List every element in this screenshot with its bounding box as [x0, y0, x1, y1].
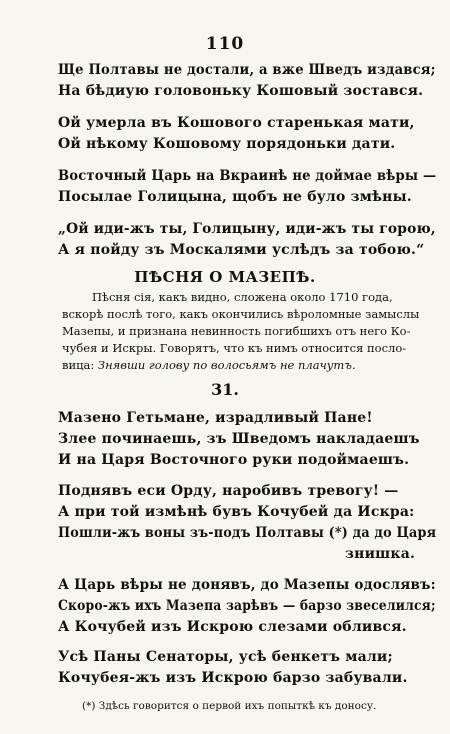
verse-line: А я пойду зъ Москалями услѣдъ за тобою.“: [58, 242, 425, 258]
song-number: 31.: [211, 380, 239, 399]
prose-line: вскорѣ послѣ того, какъ окончились вѣроломные замыслы: [62, 307, 420, 321]
verse-line: На бѣдиую головоньку Кошовый зостався.: [58, 83, 424, 99]
verse-line: „Ой иди-жъ ты, Голицыну, иди-жъ ты горою,: [58, 221, 436, 237]
verse-line: Посылае Голицына, щобъ не було змѣны.: [58, 189, 412, 205]
prose-line: [62, 358, 356, 372]
footnote: (*) Здѣсь говорится о первой ихъ попыткѣ къ доносу.: [82, 700, 377, 712]
verse-line: А Кочубей изъ Искрою слезами облився.: [58, 619, 407, 635]
verse-line: Мазено Гетьмане, израдливый Пане!: [58, 410, 373, 426]
verse-line: Кочубея-жъ изъ Искрою барзо забували.: [58, 670, 408, 686]
verse-line: Ой нѣкому Кошовому порядоньки дати.: [58, 136, 396, 152]
page-number: 110: [205, 34, 245, 54]
verse-line: А при той измѣнѣ бувъ Кочубей да Искра:: [58, 504, 415, 520]
proverb-text: Знявши голову по волосьямъ не плачутъ.: [97, 358, 356, 372]
verse-line: И на Царя Восточного руки подоймаешъ.: [58, 452, 410, 468]
verse-line: Восточный Царь на Вкраинѣ не доймае вѣры —: [58, 168, 437, 184]
prose-line: Мазепы, и признана невинность погибшихъ отъ него Ко-: [62, 324, 411, 338]
verse-line: Поднявъ еси Орду, наробивъ тревогу! —: [58, 483, 399, 499]
verse-line: Ой умерла въ Кошового старенькая мати,: [58, 115, 415, 131]
prose-line: чубея и Искры. Говорятъ, что къ нимъ относится посло-: [62, 341, 407, 355]
verse-line: Злее починаешь, зъ Шведомъ накладаешъ: [58, 431, 420, 447]
prose-line: Пѣсня сія, какъ видно, сложена около 1710 года,: [92, 290, 393, 304]
verse-line-continuation: знишка.: [345, 546, 416, 562]
verse-line: А Царь вѣры не донявъ, до Мазепы одослявъ:: [58, 577, 436, 593]
verse-line: Усѣ Паны Сенаторы, усѣ бенкетъ мали;: [58, 649, 393, 665]
verse-line: Пошли-жъ воны зъ-подъ Полтавы (*) да до Царя: [58, 525, 437, 541]
verse-line: Скоро-жъ ихъ Мазепа зарѣвъ — барзо звеселился;: [58, 598, 436, 614]
song-title: ПѢСНЯ О МАЗЕПѢ.: [134, 268, 316, 286]
verse-line: Ще Полтавы не достали, а вже Шведъ издався;: [58, 62, 436, 78]
prose-text: вица:: [62, 358, 98, 372]
